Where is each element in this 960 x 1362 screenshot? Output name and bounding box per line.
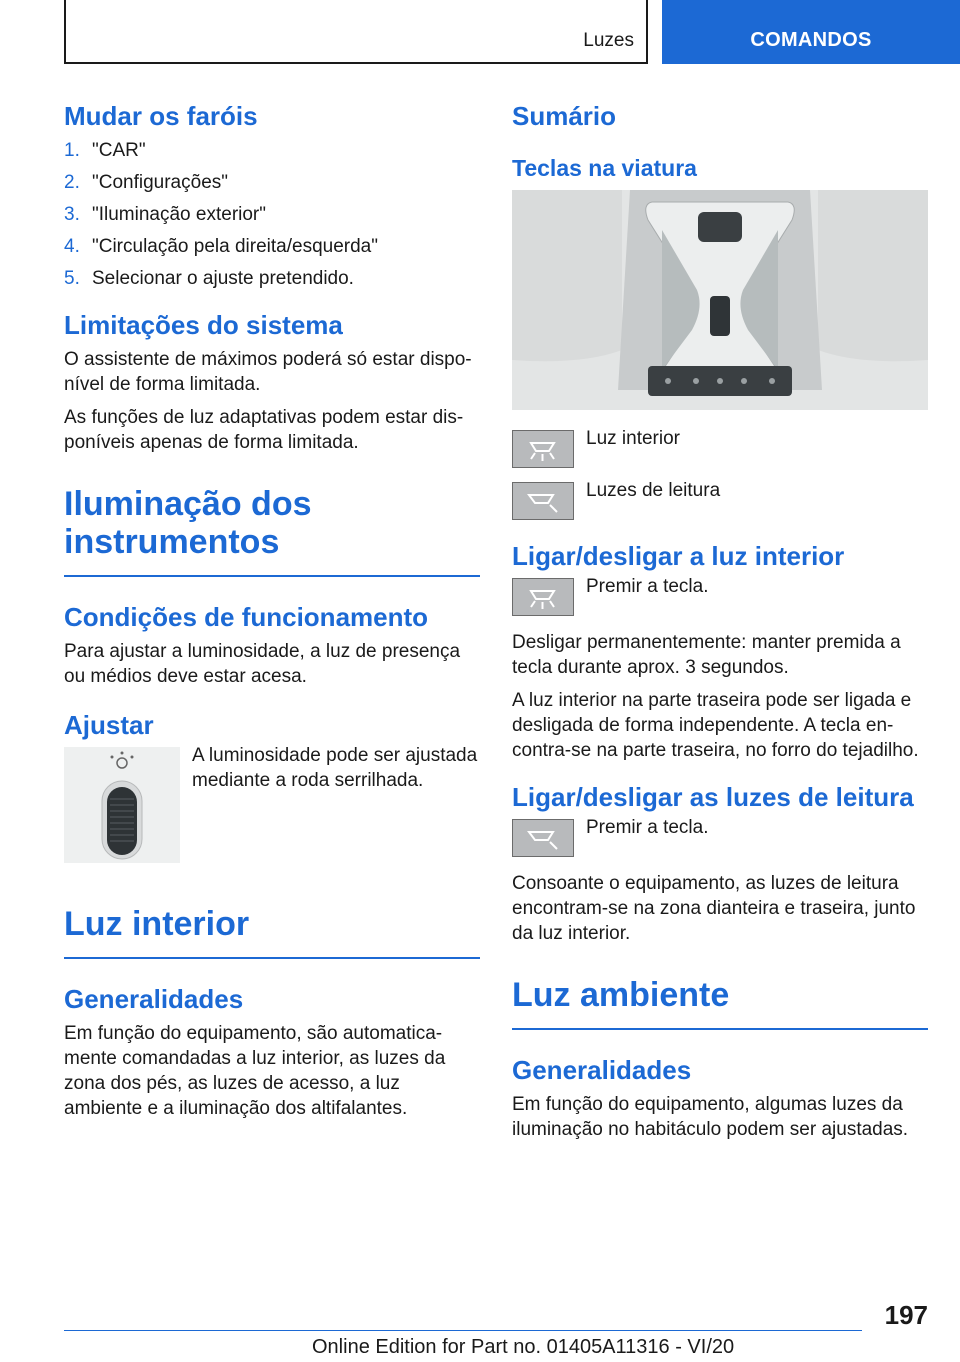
list-item <box>64 234 480 259</box>
right-column <box>512 100 928 1150</box>
chapter-label: COMANDOS <box>750 29 872 51</box>
limitations-title: Limitações do sistema <box>64 310 343 340</box>
step-number: 4. <box>64 236 80 257</box>
limitations-text-2: As funções de luz adaptativas podem estar dis-poníveis apenas de forma limitada. <box>64 407 464 453</box>
step-text: "Iluminação exterior" <box>92 204 267 225</box>
press-text: Premir a tecla. <box>586 817 709 838</box>
adjust-row <box>64 747 480 863</box>
roof-console-image <box>512 190 928 410</box>
press-text: Premir a tecla. <box>586 576 709 597</box>
left-column <box>64 100 480 1129</box>
ambient-general-text: Em função do equipamento, algumas luzes da iluminação no habitáculo podem ser ajustadas. <box>512 1094 909 1140</box>
edition-text: Online Edition for Part no. 01405A11316 - VI/20 <box>312 1336 735 1358</box>
general-title: Generalidades <box>64 984 244 1014</box>
reading-onoff-title: Ligar/desligar as luzes de leitura <box>512 782 914 812</box>
step-text: "Circulação pela direita/esquerda" <box>92 236 378 257</box>
general-text: Em função do equipamento, são automatica-mente comandadas a luz interior, as luzes da zona dos pés, as luzes de acesso, a luz ambiente e a iluminação dos altifalantes. <box>64 1023 446 1119</box>
list-item <box>64 170 480 195</box>
buttons-title: Teclas na viatura <box>512 155 697 181</box>
dimmer-wheel-image <box>64 747 180 863</box>
list-item <box>64 138 480 163</box>
press-row <box>512 819 928 857</box>
limitations-text-1: O assistente de máximos poderá só estar dispo-nível de forma limitada. <box>64 349 472 395</box>
instrument-lighting-title <box>64 485 480 561</box>
interior-onoff-text-1: Desligar permanentemente: manter premida a tecla durante aprox. 3 segundos. <box>512 632 901 678</box>
conditions-text: Para ajustar a luminosidade, a luz de presença ou médios deve estar acesa. <box>64 641 461 687</box>
adjust-title: Ajustar <box>64 710 154 740</box>
section-divider <box>64 957 480 959</box>
interior-onoff-text-2: A luz interior na parte traseira pode ser ligada e desligada de forma independente. A tecla en-contra-se na parte traseira, no forro do tejadilho. <box>512 690 919 761</box>
reading-light-key-icon <box>512 819 574 857</box>
header-frame <box>64 0 648 64</box>
section-divider <box>512 1028 928 1030</box>
title-line: Iluminação dos <box>64 485 312 523</box>
adjust-text: A luminosidade pode ser ajustada mediante a roda serrilhada. <box>192 745 478 791</box>
legend-row <box>512 482 928 520</box>
step-number: 3. <box>64 204 80 225</box>
legend-text: Luzes de leitura <box>586 480 721 501</box>
change-headlights-title: Mudar os faróis <box>64 101 258 131</box>
page-number: 197 <box>884 1300 928 1330</box>
reading-light-key-icon <box>512 482 574 520</box>
chapter-tab <box>662 0 960 64</box>
legend-text: Luz interior <box>586 428 680 449</box>
footer-divider <box>64 1330 862 1331</box>
step-number: 5. <box>64 268 80 289</box>
conditions-title: Condições de funcionamento <box>64 602 429 632</box>
interior-onoff-title: Ligar/desligar a luz interior <box>512 541 845 571</box>
step-text: Selecionar o ajuste pretendido. <box>92 268 354 289</box>
ambient-general-title: Generalidades <box>512 1055 692 1085</box>
interior-light-title: Luz interior <box>64 905 250 943</box>
interior-light-key-icon <box>512 578 574 616</box>
interior-light-key-icon <box>512 430 574 468</box>
list-item <box>64 266 480 291</box>
summary-title: Sumário <box>512 101 617 131</box>
reading-onoff-text: Consoante o equipamento, as luzes de leitura encontram-se na zona dianteira e traseira, junto da luz interior. <box>512 873 916 944</box>
step-number: 2. <box>64 172 80 193</box>
step-text: "Configurações" <box>92 172 229 193</box>
title-line: instrumentos <box>64 523 280 561</box>
list-item <box>64 202 480 227</box>
press-row <box>512 578 928 616</box>
section-title: Luzes <box>583 30 634 51</box>
step-text: "CAR" <box>92 140 146 161</box>
section-divider <box>64 575 480 577</box>
step-number: 1. <box>64 140 80 161</box>
ambient-light-title: Luz ambiente <box>512 976 730 1014</box>
legend-row <box>512 430 928 468</box>
steps-list <box>64 138 480 291</box>
